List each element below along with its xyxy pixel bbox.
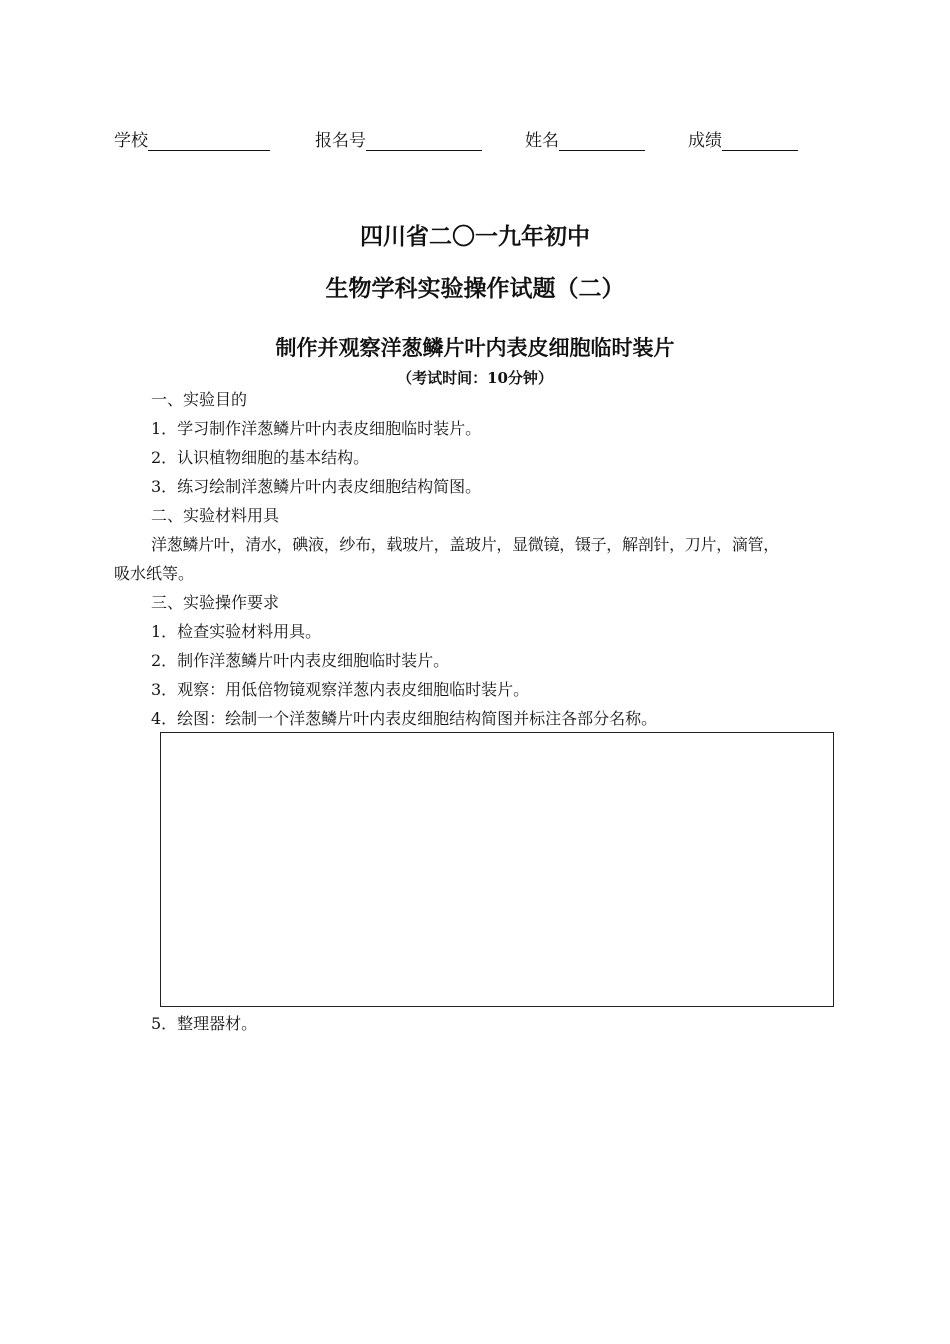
score-blank[interactable]	[722, 132, 798, 151]
section-heading-purpose: 一、实验目的	[151, 390, 248, 409]
exam-title-line2: 生物学科实验操作试题（二）	[325, 276, 625, 302]
name-field	[525, 126, 645, 151]
school-blank[interactable]	[148, 132, 270, 151]
section-heading-materials: 二、实验材料用具	[151, 506, 280, 525]
name-blank[interactable]	[559, 132, 645, 151]
purpose-item: 2．认识植物细胞的基本结构。	[151, 448, 370, 467]
section-heading-requirements: 三、实验操作要求	[151, 593, 280, 612]
exam-time-note: （考试时间：10分钟）	[397, 369, 553, 387]
materials-text-line1: 洋葱鳞片叶，清水，碘液，纱布，载玻片，盖玻片，显微镜，镊子，解剖针，刀片，滴管，	[151, 535, 780, 554]
purpose-item: 3．练习绘制洋葱鳞片叶内表皮细胞结构简图。	[151, 477, 482, 496]
experiment-title: 制作并观察洋葱鳞片叶内表皮细胞临时装片	[275, 336, 675, 360]
requirement-item: 3．观察：用低倍物镜观察洋葱内表皮细胞临时装片。	[151, 680, 530, 699]
requirement-item: 2．制作洋葱鳞片叶内表皮细胞临时装片。	[151, 651, 450, 670]
drawing-area-box[interactable]	[160, 732, 834, 1007]
registration-blank[interactable]	[366, 132, 482, 151]
school-label: 学校	[114, 131, 148, 151]
school-field	[114, 126, 270, 151]
score-field	[688, 126, 798, 151]
name-label: 姓名	[525, 131, 559, 151]
registration-label: 报名号	[315, 131, 366, 151]
score-label: 成绩	[688, 131, 722, 151]
requirement-item: 1．检查实验材料用具。	[151, 622, 322, 641]
materials-text-line2: 吸水纸等。	[114, 564, 195, 583]
purpose-item: 1．学习制作洋葱鳞片叶内表皮细胞临时装片。	[151, 419, 482, 438]
registration-field	[315, 126, 482, 151]
exam-title-line1: 四川省二〇一九年初中	[360, 224, 590, 250]
requirement-item-last: 5．整理器材。	[151, 1014, 258, 1033]
requirement-item: 4．绘图：绘制一个洋葱鳞片叶内表皮细胞结构简图并标注各部分名称。	[151, 709, 658, 728]
